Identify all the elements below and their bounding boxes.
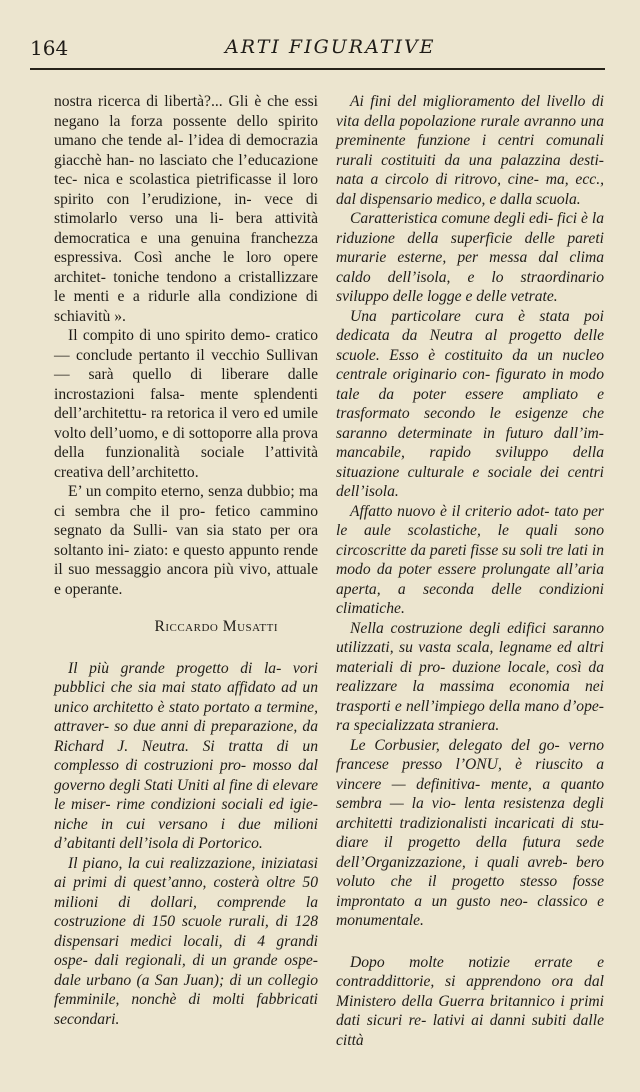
page-number: 164 bbox=[30, 36, 69, 60]
right-paragraph-4: Affatto nuovo è il criterio adot- tato per le aule scolastiche, le quali sono circoscritte da pareti fisse su soli tre lati in modo da poter essere prolungate all’aria aperta, a seconda delle condizioni climatiche. bbox=[336, 502, 604, 617]
running-title: ARTI FIGURATIVE bbox=[225, 36, 436, 58]
signature: Riccardo Musatti bbox=[154, 618, 278, 635]
right-paragraph-3: Una particolare cura è stata poi dedicata da Neutra al progetto delle scuole. Esso è costituito da un nucleo centrale originario con- figurato in modo tale da poter essere ampliato e trasformato secondo le esigenze che saranno determinate in futuro dall’im- mancabile, rapido sviluppo della situazione culturale e sociale dei centri dell’isola. bbox=[336, 307, 604, 500]
right-paragraph-1: Ai fini del miglioramento del livello di vita della popolazione rurale avranno una preminente funzione i centri comunali rurali costituiti da una palazzina desti- nata a circolo di ritrovo, cine- ma, ecc., dal dispensario medico, e dalla scuola. bbox=[336, 93, 604, 208]
left-column bbox=[54, 92, 318, 1029]
left-paragraph-2: Il compito di uno spirito demo- cratico — conclude pertanto il vecchio Sullivan — sarà quello di liberare dalle incrostazioni falsa- mente splendenti dell’architettu- ra retorica il vero ed umile volto dell’uomo, e di sottoporre alla prova della funzionalità sociale l’attività creativa dell’architetto. bbox=[54, 327, 318, 481]
right-column bbox=[336, 92, 604, 1050]
left-paragraph-5: Il piano, la cui realizzazione, iniziatasi ai primi di quest’anno, costerà oltre 50 milioni di dollari, comprende la costruzione di 150 scuole rurali, di 128 dispensari medici locali, di 4 grandi ospe- dali regionali, di un grande ospe- dale urbano (a San Juan); di un collegio femminile, nonchè di molti fabbricati secondari. bbox=[54, 854, 318, 1028]
section-gap bbox=[54, 637, 318, 659]
header-rule bbox=[30, 68, 605, 70]
section-gap bbox=[336, 931, 604, 953]
left-paragraph-4: Il più grande progetto di la- vori pubblici che sia mai stato affidato ad un unico architetto è stato portato a termine, attraver- so due anni di preparazione, da Richard J. Neutra. Si tratta di un complesso di costruzioni pro- mosso dal governo degli Stati Uniti al fine di elevare le miser- rime condizioni sociali ed igie- niche in cui versano i due milioni d’abitanti dell’isola di Portorico. bbox=[54, 659, 318, 852]
right-paragraph-6: Le Corbusier, delegato del go- verno francese presso l’ONU, è riuscito a vincere — definitiva- mente, a quanto sembra — la vio- lenta resistenza degli architetti tradizionalisti incaricati di stu- diare il progetto della futura sede dell’Organizzazione, i quali avreb- bero voluto che il progetto stesso fosse improntato a un gusto neo- classico e monumentale. bbox=[336, 736, 604, 929]
left-paragraph-1: nostra ricerca di libertà?... Gli è che essi negano la forza possente dello spirito umano che tende al- l’idea di democrazia giacchè han- no lasciato che l’educazione tec- nica e scolastica pietrificasse il loro spirito con l’erudizione, in- vece di stimolarlo verso una li- bera attività democratica e una genuina franchezza espressiva. Così anche le loro opere architet- toniche tendono a cristallizzare le menti e a ridurle alla condizione di schiavitù ». bbox=[54, 93, 318, 325]
page-header bbox=[30, 30, 610, 70]
right-paragraph-2: Caratteristica comune degli edi- fici è la riduzione della superficie delle pareti murarie esterne, per messa dal clima caldo dell’isola, e lo straordinario sviluppo delle logge e delle vetrate. bbox=[336, 210, 604, 305]
right-paragraph-5: Nella costruzione degli edifici saranno utilizzati, su vasta scala, legname ed altri materiali di pro- duzione locale, così da realizzare la massima economia nei trasporti e nell’impiego della mano d’ope- ra specializzata straniera. bbox=[336, 619, 604, 734]
right-paragraph-7: Dopo molte notizie errate e contraddittorie, si apprendono ora dal Ministero della Guerra britannico i primi dati sicuri re- lativi ai danni subiti dalle città bbox=[336, 953, 604, 1049]
left-paragraph-3: E’ un compito eterno, senza dubbio; ma ci sembra che il pro- fetico cammino segnato da Sulli- van sia stato per ora soltanto ini- ziato: e questo appunto rende il suo messaggio ancora più vivo, attuale e operante. bbox=[54, 483, 318, 598]
